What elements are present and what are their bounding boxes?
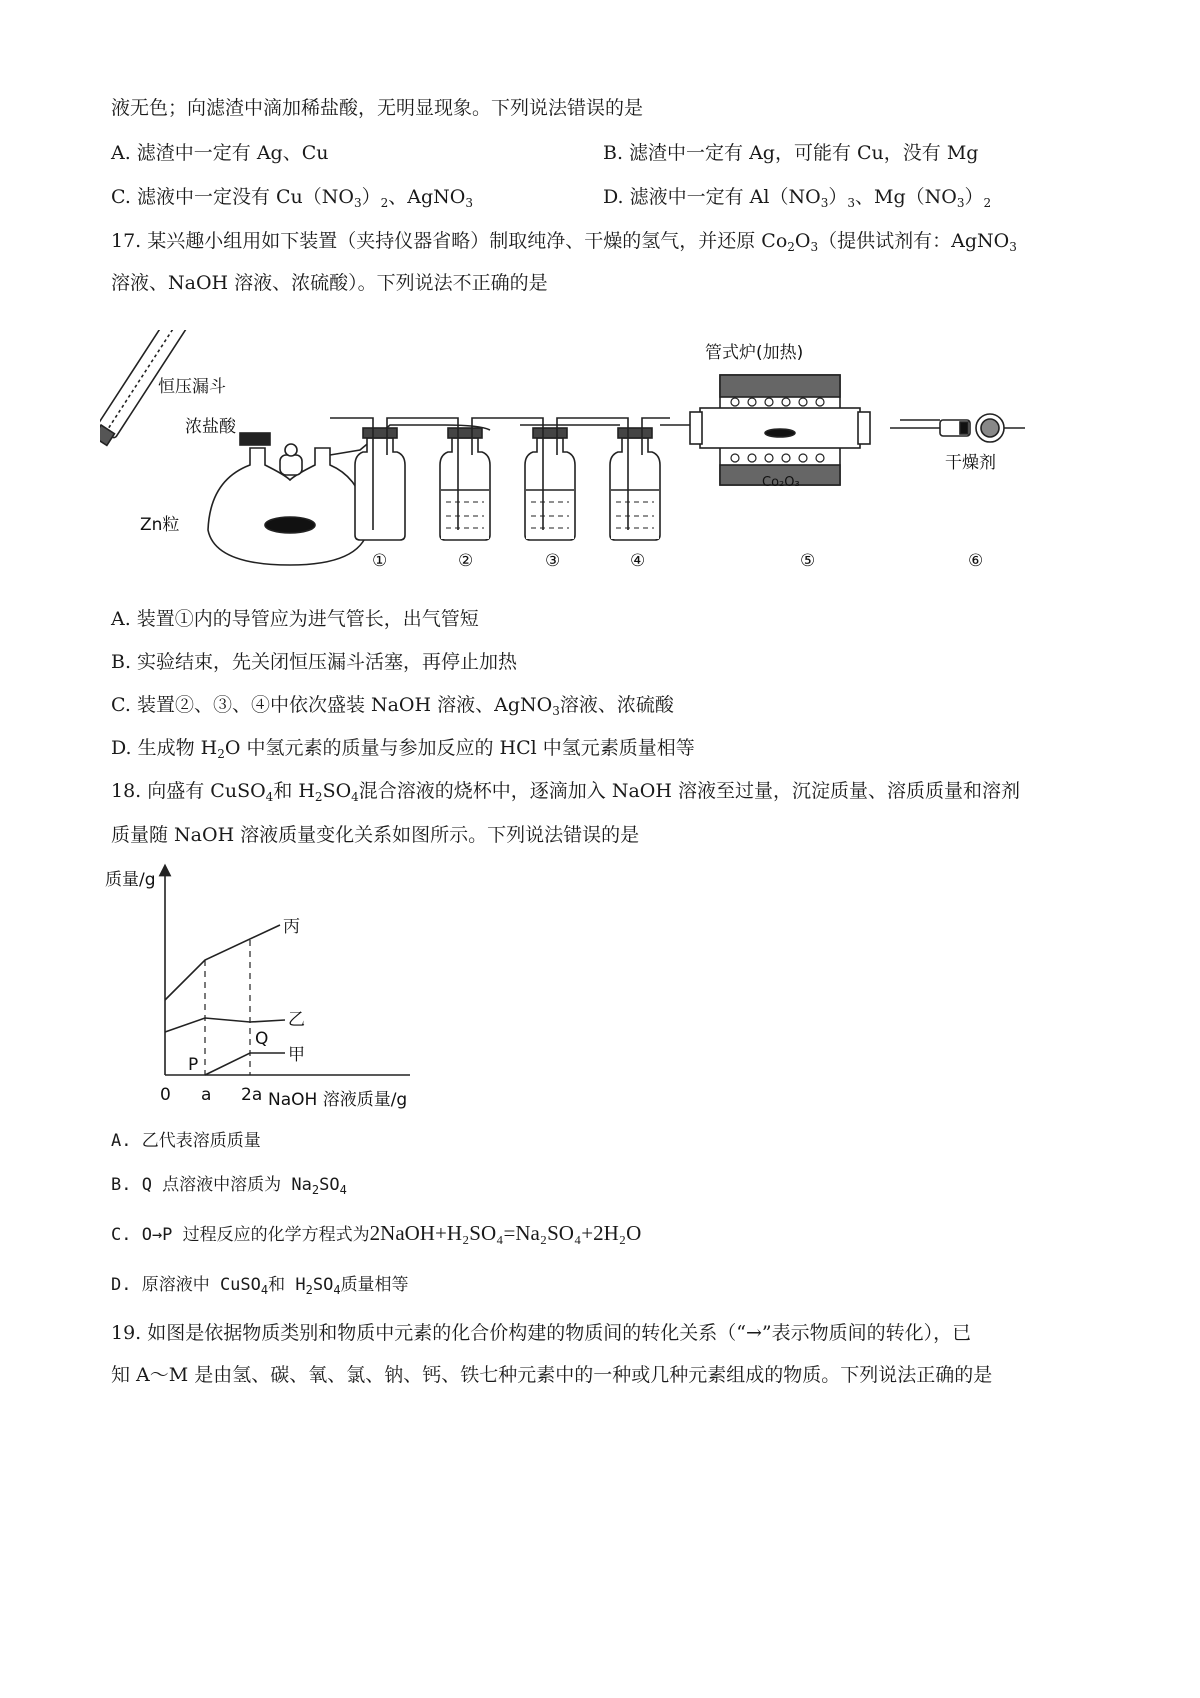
- wash-bottle-2: [415, 418, 500, 540]
- funnel-label: 恒压漏斗: [158, 377, 226, 397]
- q17-stem-line2: 溶液、NaOH 溶液、浓硫酸）。下列说法不正确的是: [111, 272, 548, 294]
- label-q: Q: [255, 1029, 269, 1049]
- label-p: P: [188, 1055, 199, 1075]
- q17-option-c: C. 装置②、③、④中依次盛装 NaOH 溶液、AgNO$_3$溶液、浓硫酸: [111, 694, 674, 718]
- q18-option-d: D. 原溶液中 CuSO$_4$和 $H_2SO_4$质量相等: [111, 1275, 409, 1297]
- mass-chart: [105, 860, 485, 1115]
- q16-option-d: D. 滤液中一定有 $Al(NO_3)_3$、$Mg(NO_3)_2$: [603, 186, 992, 210]
- q17-option-b: B. 实验结束，先关闭恒压漏斗活塞，再停止加热: [111, 651, 518, 673]
- q16-option-a: A. 滤渣中一定有 Ag、Cu: [111, 142, 329, 164]
- q16-option-c: C. 滤液中一定没有 $Cu(NO_3)_2$、AgNO$_3$: [111, 186, 473, 210]
- q18-option-a: A. 乙代表溶质质量: [111, 1131, 261, 1151]
- q18-option-b: B. Q 点溶液中溶质为 $Na_2SO_4$: [111, 1175, 347, 1197]
- line-bing: [165, 925, 280, 1000]
- tick-a: a: [201, 1085, 212, 1105]
- tick-2a: 2a: [241, 1085, 263, 1105]
- y-axis-label: 质量/g: [105, 870, 156, 890]
- q17-stem-line1: 17. 某兴趣小组用如下装置（夹持仪器省略）制取纯净、干燥的氢气，并还原 $Co_2O_3$（提供试剂有：AgNO$_3$: [111, 230, 1017, 254]
- line-jia: [205, 1053, 285, 1075]
- tube-furnace: [690, 375, 870, 485]
- equation: 2NaOH+H₂SO₄=Na₂SO₄+2H₂O: [369, 1221, 642, 1245]
- q16-option-b: B. 滤渣中一定有 Ag，可能有 Cu，没有 Mg: [603, 142, 979, 164]
- x-axis-label: NaOH 溶液质量/g: [268, 1090, 408, 1110]
- wash-bottle-3: [500, 418, 585, 540]
- tick-0: 0: [160, 1085, 171, 1105]
- number-3: ③: [545, 551, 561, 571]
- label-jia: 甲: [288, 1045, 305, 1065]
- q16-stem-tail: 液无色；向滤渣中滴加稀盐酸，无明显现象。下列说法错误的是: [111, 97, 644, 119]
- oxide-label: Co₂O₃: [762, 475, 800, 490]
- label-yi: 乙: [288, 1010, 305, 1030]
- q18-option-c: C. O→P 过程反应的化学方程式为2NaOH+H₂SO₄=Na₂SO₄+2H₂O: [111, 1221, 642, 1245]
- apparatus-diagram: [100, 330, 1100, 580]
- wash-bottle-4: [585, 418, 670, 540]
- q18-stem-line2: 质量随 NaOH 溶液质量变化关系如图所示。下列说法错误的是: [111, 824, 640, 846]
- drying-tube: [890, 414, 1025, 442]
- q17-option-a: A. 装置①内的导管应为进气管长，出气管短: [111, 608, 479, 630]
- zn-label: Zn粒: [140, 515, 180, 535]
- acid-label: 浓盐酸: [185, 417, 236, 437]
- number-6: ⑥: [968, 551, 984, 571]
- q19-stem-line2: 知 A～M 是由氢、碳、氧、氯、钠、钙、铁七种元素中的一种或几种元素组成的物质。下列说法正确的是: [111, 1364, 993, 1386]
- number-2: ②: [458, 551, 474, 571]
- number-5: ⑤: [800, 551, 816, 571]
- desiccant-label: 干燥剂: [945, 453, 996, 473]
- number-4: ④: [630, 551, 646, 571]
- q19-stem-line1: 19. 如图是依据物质类别和物质中元素的化合价构建的物质间的转化关系（“→”表示物质间的转化），已: [111, 1322, 972, 1344]
- q17-option-d: D. 生成物 $H_2O$ 中氢元素的质量与参加反应的 HCl 中氢元素质量相等: [111, 737, 695, 761]
- q18-stem-line1: 18. 向盛有 CuSO$_4$和 $H_2SO_4$混合溶液的烧杯中，逐滴加入 NaOH 溶液至过量，沉淀质量、溶质质量和溶剂: [111, 780, 1020, 804]
- number-1: ①: [372, 551, 388, 571]
- furnace-label: 管式炉(加热): [705, 343, 804, 363]
- label-bing: 丙: [283, 917, 300, 937]
